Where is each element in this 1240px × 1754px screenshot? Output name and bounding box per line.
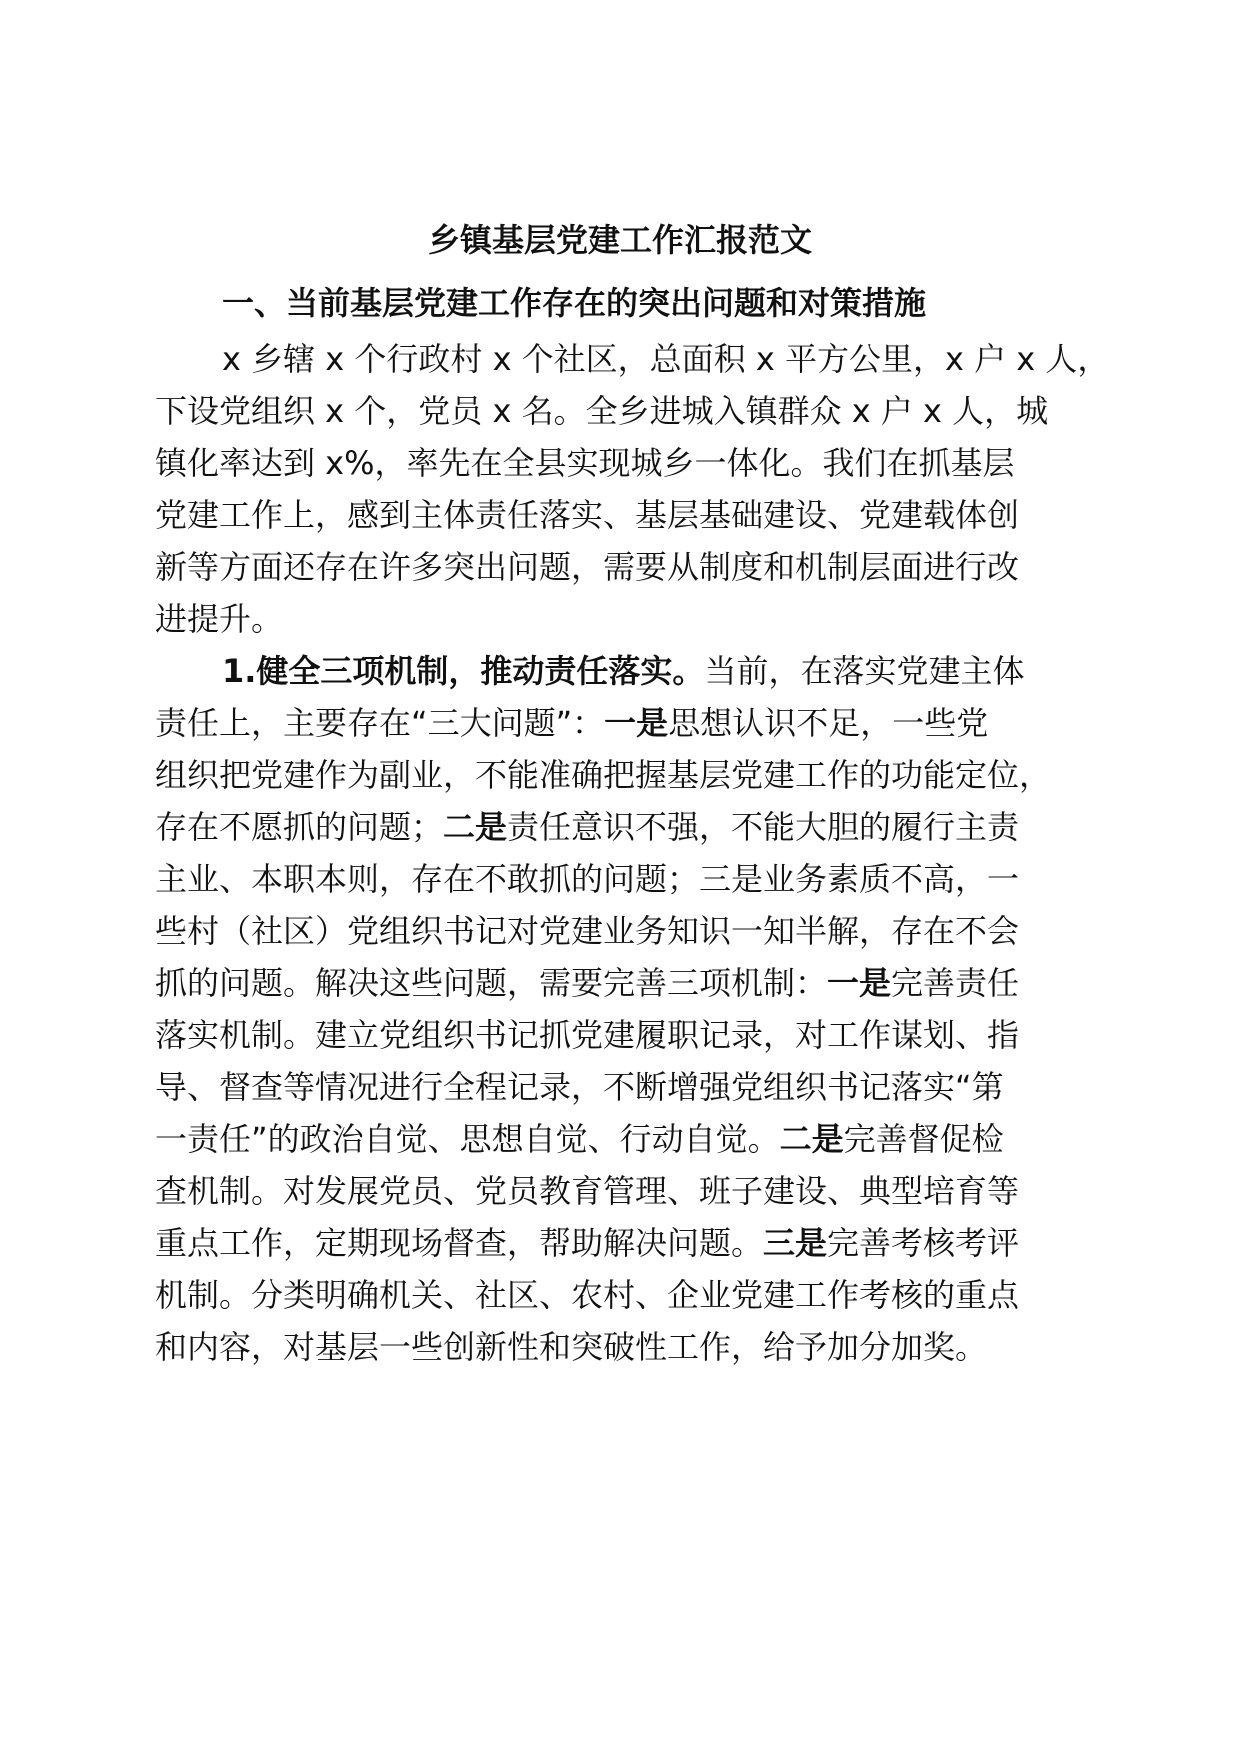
paragraph-line: 下设党组织 x 个，党员 x 名。全乡进城入镇群众 x 户 x 人，城: [155, 392, 1049, 430]
document-title: 乡镇基层党建工作汇报范文: [427, 221, 812, 259]
paragraph-line: [155, 805, 1115, 849]
paragraph-line: [222, 649, 1182, 693]
text-run: 存在不愿抓的问题；: [155, 808, 444, 846]
bold-marker: 一是: [604, 704, 669, 742]
bold-marker: 三是: [763, 1224, 828, 1262]
paragraph-line: 党建工作上，感到主体责任落实、基层基础建设、党建载体创: [155, 496, 1020, 534]
paragraph-line: [155, 1221, 1115, 1265]
paragraph-line: 进提升。: [155, 600, 284, 638]
paragraph-line: 镇化率达到 x%，率先在全县实现城乡一体化。我们在抓基层: [155, 444, 1015, 482]
paragraph-line: x 乡辖 x 个行政村 x 个社区，总面积 x 平方公里，x 户 x 人，: [222, 340, 1110, 378]
paragraph-line: 些村（社区）党组织书记对党建业务知识一知半解，存在不会: [155, 912, 1020, 950]
text-run: 责任意识不强，不能大胆的履行主责: [507, 808, 1020, 846]
text-run: 完善督促检: [843, 1120, 1004, 1158]
bold-marker: 一是: [827, 964, 892, 1002]
paragraph-line: [155, 961, 1115, 1005]
bold-marker: 二是: [779, 1120, 844, 1158]
paragraph-line: [155, 701, 1115, 745]
text-run: 抓的问题。解决这些问题，需要完善三项机制：: [155, 964, 828, 1002]
subheading-bold: 1.健全三项机制，推动责任落实。: [222, 652, 705, 690]
text-run: 完善责任: [891, 964, 1020, 1002]
paragraph-line: [155, 1117, 1115, 1161]
text-run: 责任上，主要存在“三大问题”：: [155, 704, 605, 742]
text-run: 一责任”的政治自觉、思想自觉、行动自觉。: [155, 1120, 780, 1158]
paragraph-line: 查机制。对发展党员、党员教育管理、班子建设、典型培育等: [155, 1172, 1020, 1210]
text-run: 思想认识不足，一些党: [668, 704, 989, 742]
bold-marker: 二是: [443, 808, 508, 846]
paragraph-line: 落实机制。建立党组织书记抓党建履职记录，对工作谋划、指: [155, 1016, 1020, 1054]
paragraph-line: 新等方面还存在许多突出问题，需要从制度和机制层面进行改: [155, 548, 1020, 586]
paragraph-line: 机制。分类明确机关、社区、农村、企业党建工作考核的重点: [155, 1276, 1020, 1314]
text-run: 完善考核考评: [827, 1224, 1020, 1262]
text-run: 重点工作，定期现场督查，帮助解决问题。: [155, 1224, 764, 1262]
paragraph-line: 组织把党建作为副业，不能准确把握基层党建工作的功能定位，: [155, 756, 1052, 794]
section-heading: 一、当前基层党建工作存在的突出问题和对策措施: [222, 284, 927, 322]
paragraph-line: 和内容，对基层一些创新性和突破性工作，给予加分加奖。: [155, 1328, 988, 1366]
paragraph-line: 导、督查等情况进行全程记录，不断增强党组织书记落实“第: [155, 1068, 1004, 1106]
paragraph-line: 主业、本职本则，存在不敢抓的问题；三是业务素质不高，一: [155, 860, 1020, 898]
text-run: 当前，在落实党建主体: [704, 652, 1025, 690]
